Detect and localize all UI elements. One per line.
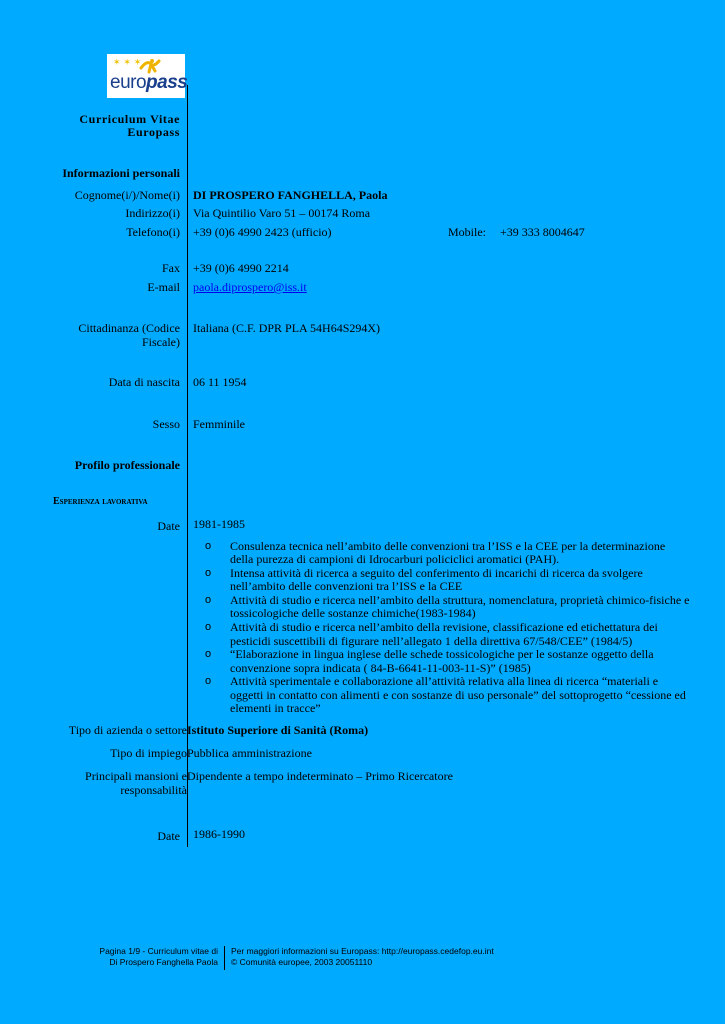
list-item: o Attività sperimentale e collaborazione all’attività relativa alla linea di ricerca “materiali e oggetti in contatto con alimenti e con sostanze di uso personale” del sottoprogetto “cessione ed elementi in tracce”: [205, 674, 686, 716]
list-item: o Attività di studio e ricerca nell’ambito della struttura, nomenclatura, proprietà chimico-fisiche e tossicologiche delle sostanze chimiche(1983-1984): [205, 593, 690, 621]
section-experience: Esperienza lavorativa: [53, 496, 148, 507]
date-value-2: 1986-1990: [193, 827, 245, 841]
name-label: Cognome(i/)/Nome(i): [74, 188, 180, 202]
footer-author: Di Prospero Fanghella Paola: [109, 957, 218, 967]
list-item: o Intensa attività di ricerca a seguito del conferimento di incarichi di ricerca da svolgere nell’ambito delle convenzioni tra l’ISS e la CEE: [205, 566, 643, 594]
duties-label: Principali mansioni e responsabilità: [85, 769, 187, 797]
company-type-value: Istituto Superiore di Sanità (Roma): [187, 723, 369, 737]
address-value: Via Quintilio Varo 51 – 00174 Roma: [193, 206, 371, 220]
name-value: DI PROSPERO FANGHELLA, Paola: [193, 188, 388, 202]
phone-label: Telefono(i): [126, 225, 180, 239]
logo-wordmark: europass: [110, 72, 188, 93]
list-item: o Consulenza tecnica nell’ambito delle convenzioni tra l’ISS e la CEE per la determinazione della purezza di campioni di Idrocarburi policiclici aromatici (PAH).: [205, 539, 666, 567]
email-label: E-mail: [147, 280, 180, 294]
footer-info-link: Per maggiori informazioni su Europass: http://europass.cedefop.eu.int: [231, 946, 494, 956]
list-item: o Attività di studio e ricerca nell’ambito della revisione, classificazione ed etichettatura dei pesticidi suscettibili di figurare nell’allegato 1 della direttiva 67/548/CEE” (1984/5): [205, 620, 658, 648]
list-item: o “Elaborazione in lingua inglese delle schede tossicologiche per le sostanze oggetto della convenzione sopra indicata ( 84-B-6641-11-003-11-S)” (1985): [205, 647, 654, 675]
address-label: Indirizzo(i): [125, 206, 180, 220]
date-value-1: 1981-1985: [193, 517, 245, 531]
sex-value: Femminile: [193, 417, 245, 431]
footer-divider: [224, 946, 225, 970]
mobile-value: +39 333 8004647: [500, 225, 585, 239]
cv-title: Curriculum Vitae: [79, 112, 180, 126]
section-profile: Profilo professionale: [74, 458, 180, 472]
footer-left: [99, 946, 218, 968]
footer-copyright: © Comunità europee, 2003 20051110: [231, 957, 373, 967]
date-label-2: Date: [157, 829, 180, 843]
email-link[interactable]: paola.diprospero@iss.it: [193, 280, 307, 294]
citizenship-value: Italiana (C.F. DPR PLA 54H64S294X): [193, 321, 381, 335]
company-type-label: Tipo di azienda o settore: [68, 723, 187, 737]
mobile-label: Mobile:: [448, 225, 486, 239]
employment-type-value: Pubblica amministrazione: [187, 746, 312, 760]
duties-value: Dipendente a tempo indeterminato – Primo Ricercatore: [187, 769, 453, 783]
fax-label: Fax: [162, 261, 180, 275]
employment-type-label: Tipo di impiego: [110, 746, 187, 760]
footer-right: [231, 946, 494, 968]
experience-bullet-list: [205, 540, 690, 716]
footer-page-info: Pagina 1/9 - Curriculum vitae di: [99, 946, 218, 956]
europass-logo: [107, 54, 188, 98]
birthdate-label: Data di nascita: [108, 375, 180, 389]
section-personal-info: Informazioni personali: [62, 166, 180, 180]
cv-subtitle: Europass: [127, 125, 180, 139]
date-label-1: Date: [157, 519, 180, 533]
birthdate-value: 06 11 1954: [193, 375, 247, 389]
fax-value: +39 (0)6 4990 2214: [193, 261, 289, 275]
logo-stars-icon: ✶ ✶ ✶: [113, 58, 142, 68]
citizenship-label: Cittadinanza (Codice Fiscale): [78, 321, 180, 349]
sex-label: Sesso: [152, 417, 180, 431]
phone-value: +39 (0)6 4990 2423 (ufficio): [193, 225, 332, 239]
